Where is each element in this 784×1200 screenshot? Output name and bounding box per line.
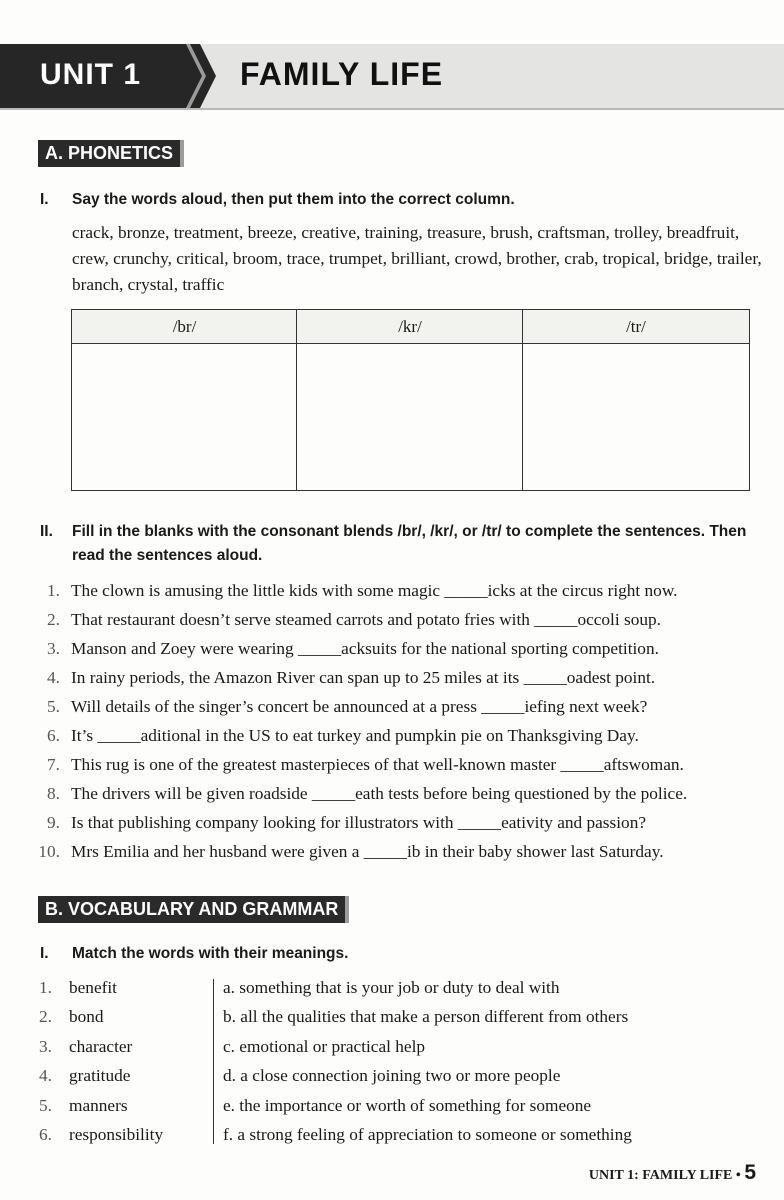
instruction-number: I. (40, 945, 49, 962)
instruction-text: Fill in the blanks with the consonant blends /br/, /kr/, or /tr/ to complete the sentences. Then read the sentences aloud. (72, 523, 747, 564)
table-header-cell: /tr/ (626, 317, 646, 336)
table-header-cell: /kr/ (398, 317, 422, 336)
instruction-a1 (40, 188, 755, 212)
instruction-text: Say the words aloud, then put them into the correct column. (72, 191, 515, 208)
match-item: 1. benefit a. something that is your job or duty to deal with (39, 978, 560, 997)
section-b-heading: B. VOCABULARY AND GRAMMAR (38, 896, 349, 923)
sentence-item: 2. That restaurant doesn’t serve steamed carrots and potato fries with _____occoli soup. (47, 610, 661, 629)
word-list: crack, bronze, treatment, breeze, creative, training, treasure, brush, craftsman, trolley, breadfruit, crew, crunchy, critical, broom, trace, trumpet, brilliant, crowd, brother, crab, tropical, bridge, trailer, branch, crystal, traffic (72, 223, 762, 294)
page-number: 5 (744, 1161, 756, 1184)
match-item: 6. responsibility f. a strong feeling of appreciation to someone or something (39, 1125, 632, 1144)
sentence-item: 7. This rug is one of the greatest masterpieces of that well-known master _____aftswoman. (47, 755, 684, 774)
sentence-item: 3. Manson and Zoey were wearing _____acksuits for the national sporting competition. (47, 639, 659, 658)
table-header-cell: /br/ (172, 317, 197, 336)
match-item: 5. manners e. the importance or worth of something for someone (39, 1096, 592, 1115)
instruction-a2 (40, 520, 755, 568)
instruction-number: II. (40, 523, 53, 540)
sentence-item: 5. Will details of the singer’s concert be announced at a press _____iefing next week? (47, 697, 648, 716)
sentence-item: 4. In rainy periods, the Amazon River can span up to 25 miles at its _____oadest point. (47, 668, 656, 687)
footer-bullet: • (735, 1168, 741, 1183)
sentence-item: 1. The clown is amusing the little kids with some magic _____icks at the circus right now. (47, 581, 678, 600)
sentence-item: 9. Is that publishing company looking for illustrators with _____eativity and passion? (47, 813, 647, 832)
instruction-text: Match the words with their meanings. (72, 945, 349, 962)
unit-title: FAMILY LIFE (240, 56, 444, 92)
instruction-b1 (40, 942, 755, 966)
sentence-item: 10. Mrs Emilia and her husband were given a _____ib in their baby shower last Saturday. (38, 842, 664, 861)
instruction-number: I. (40, 191, 49, 208)
section-a-heading: A. PHONETICS (38, 140, 184, 167)
match-item: 2. bond b. all the qualities that make a person different from others (39, 1007, 629, 1026)
sentence-item: 8. The drivers will be given roadside _____eath tests before being questioned by the police. (47, 784, 688, 803)
match-item: 4. gratitude d. a close connection joining two or more people (39, 1066, 561, 1085)
match-item: 3. character c. emotional or practical help (39, 1037, 426, 1056)
unit-banner (0, 44, 784, 108)
phonetics-table (71, 309, 750, 491)
page-footer (589, 1161, 756, 1185)
footer-label: UNIT 1: FAMILY LIFE (588, 1168, 733, 1183)
sentence-item: 6. It’s _____aditional in the US to eat turkey and pumpkin pie on Thanksgiving Day. (47, 726, 639, 745)
unit-label: UNIT 1 (40, 58, 142, 91)
